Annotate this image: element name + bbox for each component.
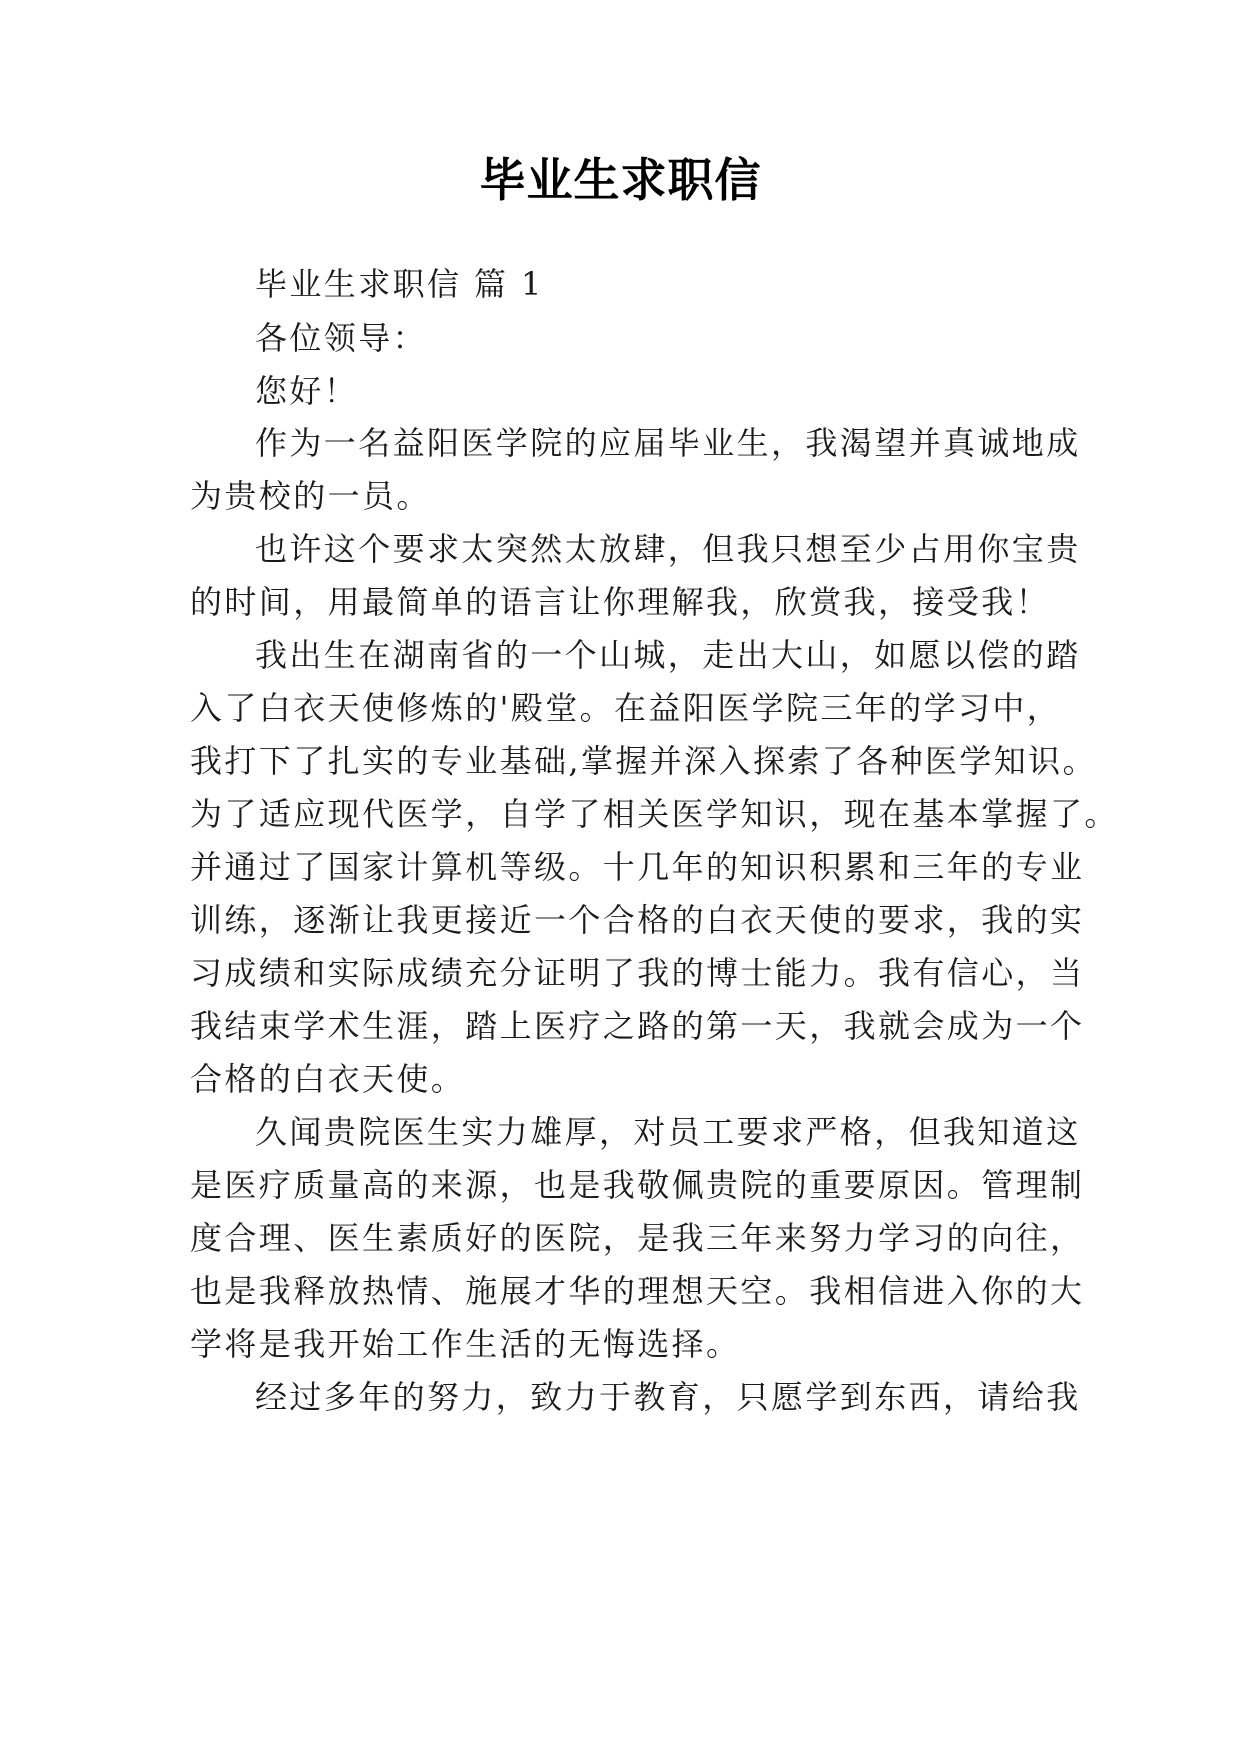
salutation: 各位领导： — [255, 319, 428, 357]
paragraph-3-line: 训练，逐渐让我更接近一个合格的白衣天使的要求，我的实 — [190, 901, 1085, 939]
paragraph-3-line: 我结束学术生涯，踏上医疗之路的第一天，我就会成为一个 — [190, 1007, 1085, 1045]
paragraph-2-line: 的时间，用最简单的语言让你理解我，欣赏我，接受我！ — [190, 583, 1051, 621]
paragraph-3-line: 习成绩和实际成绩充分证明了我的博士能力。我有信心，当 — [190, 954, 1085, 992]
document-title: 毕业生求职信 — [479, 153, 762, 207]
paragraph-1-line: 为贵校的一员。 — [190, 477, 431, 515]
paragraph-3-line: 入了白衣天使修炼的'殿堂。在益阳医学院三年的学习中， — [190, 689, 1062, 727]
section-heading: 毕业生求职信 篇 1 — [255, 265, 544, 303]
paragraph-3-line: 为了适应现代医学，自学了相关医学知识，现在基本掌握了。 — [190, 795, 1119, 833]
paragraph-3-line: 合格的白衣天使。 — [190, 1060, 466, 1098]
paragraph-1-line: 作为一名益阳医学院的应届毕业生，我渴望并真诚地成 — [255, 424, 1081, 462]
paragraph-4-line: 学将是我开始工作生活的无悔选择。 — [190, 1325, 741, 1363]
paragraph-5-line: 经过多年的努力，致力于教育，只愿学到东西，请给我 — [255, 1378, 1081, 1416]
paragraph-3-line: 我出生在湖南省的一个山城，走出大山，如愿以偿的踏 — [255, 636, 1081, 674]
paragraph-2-line: 也许这个要求太突然太放肆，但我只想至少占用你宝贵 — [255, 530, 1081, 568]
paragraph-4-line: 度合理、医生素质好的医院，是我三年来努力学习的向往， — [190, 1219, 1085, 1257]
paragraph-3-line: 并通过了国家计算机等级。十几年的知识积累和三年的专业 — [190, 848, 1085, 886]
paragraph-4-line: 也是我释放热情、施展才华的理想天空。我相信进入你的大 — [190, 1272, 1085, 1310]
greeting: 您好！ — [255, 372, 359, 410]
paragraph-4-line: 是医疗质量高的来源，也是我敬佩贵院的重要原因。管理制 — [190, 1166, 1085, 1204]
paragraph-4-line: 久闻贵院医生实力雄厚，对员工要求严格，但我知道这 — [255, 1113, 1081, 1151]
paragraph-3-line: 我打下了扎实的专业基础,掌握并深入探索了各种医学知识。 — [190, 742, 1097, 780]
